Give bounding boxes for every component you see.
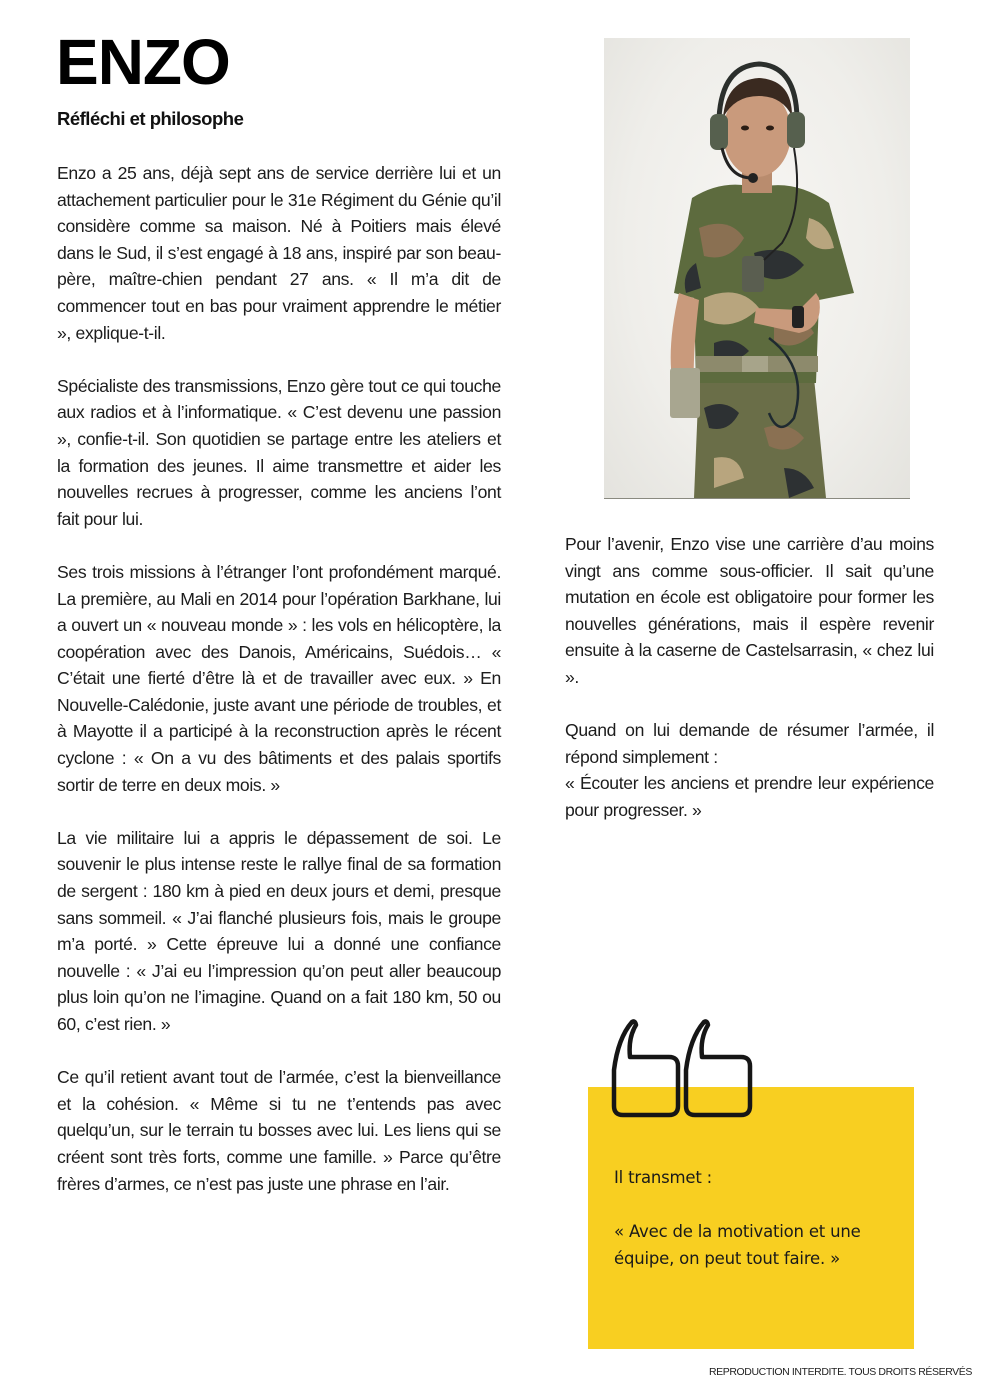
quote-body: « Avec de la motivation et une équipe, on peut tout faire. »	[614, 1222, 861, 1268]
left-column	[57, 160, 501, 1224]
right-column	[565, 531, 934, 850]
quote-text	[614, 1164, 894, 1272]
paragraph-specialty: Spécialiste des transmissions, Enzo gère tout ce qui touche aux radios et à l’informatique. « C’est devenu une passion », confie-t-il. Son quotidien se partage entre les ateliers et la formation des jeunes. Il aime transmettre et aider les nouvelles recrues à progresser, comme les anciens l’ont fait pour lui.	[57, 375, 501, 529]
paragraph-summary-intro: Quand on lui demande de résumer l’armée, il répond simplement :	[565, 720, 934, 767]
soldier-illustration	[604, 38, 910, 498]
radio-pack	[670, 368, 700, 418]
portrait-photo	[604, 38, 910, 499]
headset-left-cup	[710, 114, 728, 150]
paragraph-cohesion: Ce qu’il retient avant tout de l’armée, c’est la bienveillance et la cohésion. « Même si tu ne t’entends pas avec quelqu’un, sur le terrain tu bosses avec lui. Les liens qui se créent sont très forts, comme une famille. » Parce qu’être frères d’armes, ce n’est pas juste une phrase en l’air.	[57, 1067, 501, 1194]
quote-mark-icon	[608, 1018, 758, 1120]
paragraph-summary-quote: « Écouter les anciens et prendre leur expérience pour progresser. »	[565, 773, 934, 820]
page-title: ENZO	[56, 26, 230, 98]
headset-right-cup	[787, 112, 805, 148]
quote-intro: Il transmet :	[614, 1168, 713, 1187]
paragraph-missions: Ses trois missions à l’étranger l’ont profondément marqué. La première, au Mali en 2014 pour l’opération Barkhane, lui a ouvert un « nouveau monde » : les vols en hélicoptère, la coopération avec des Danois, Américains, Suédois… « C’était une fierté d’être là et de travailler avec eux. » En Nouvelle-Calédonie, juste avant une période de troubles, et à Mayotte il a participé à la reconstruction après le récent cyclone : « On a vu des bâtiments et des palais sportifs sortir de terre en deux mois. »	[57, 561, 501, 795]
radio-handset	[742, 256, 764, 292]
paragraph-future: Pour l’avenir, Enzo vise une carrière d’au moins vingt ans comme sous-officier. Il sait qu’une mutation en école est obligatoire pour former les nouvelles générations, mais il espère revenir ensuite à la caserne de Castelsarrasin, « chez lui ».	[565, 534, 934, 687]
paragraph-military-life: La vie militaire lui a appris le dépassement de soi. Le souvenir le plus intense reste le rallye final de sa formation de sergent : 180 km à pied en deux jours et demi, presque sans sommeil. « J’ai flanché plusieurs fois, mais le groupe m’a porté. » Cette épreuve lui a donné une confiance nouvelle : « J’ai eu l’impression qu’on peut aller beaucoup plus loin qu’on ne l’imagine. Quand on a fait 180 km, 50 ou 60, c’est rien. »	[57, 827, 501, 1034]
copyright-notice: REPRODUCTION INTERDITE. TOUS DROITS RÉSERVÉS	[708, 1366, 972, 1378]
page-subtitle: Réfléchi et philosophe	[57, 108, 244, 129]
paragraph-intro: Enzo a 25 ans, déjà sept ans de service derrière lui et un attachement particulier pour le 31e Régiment du Génie qu’il considère comme sa maison. Né à Poitiers mais élevé dans le Sud, il s’est engagé à 18 ans, inspiré par son beau-père, maître-chien pendant 27 ans. « Il m’a dit de commencer tout en bas pour vraiment apprendre le métier », explique-t-il.	[57, 163, 501, 343]
